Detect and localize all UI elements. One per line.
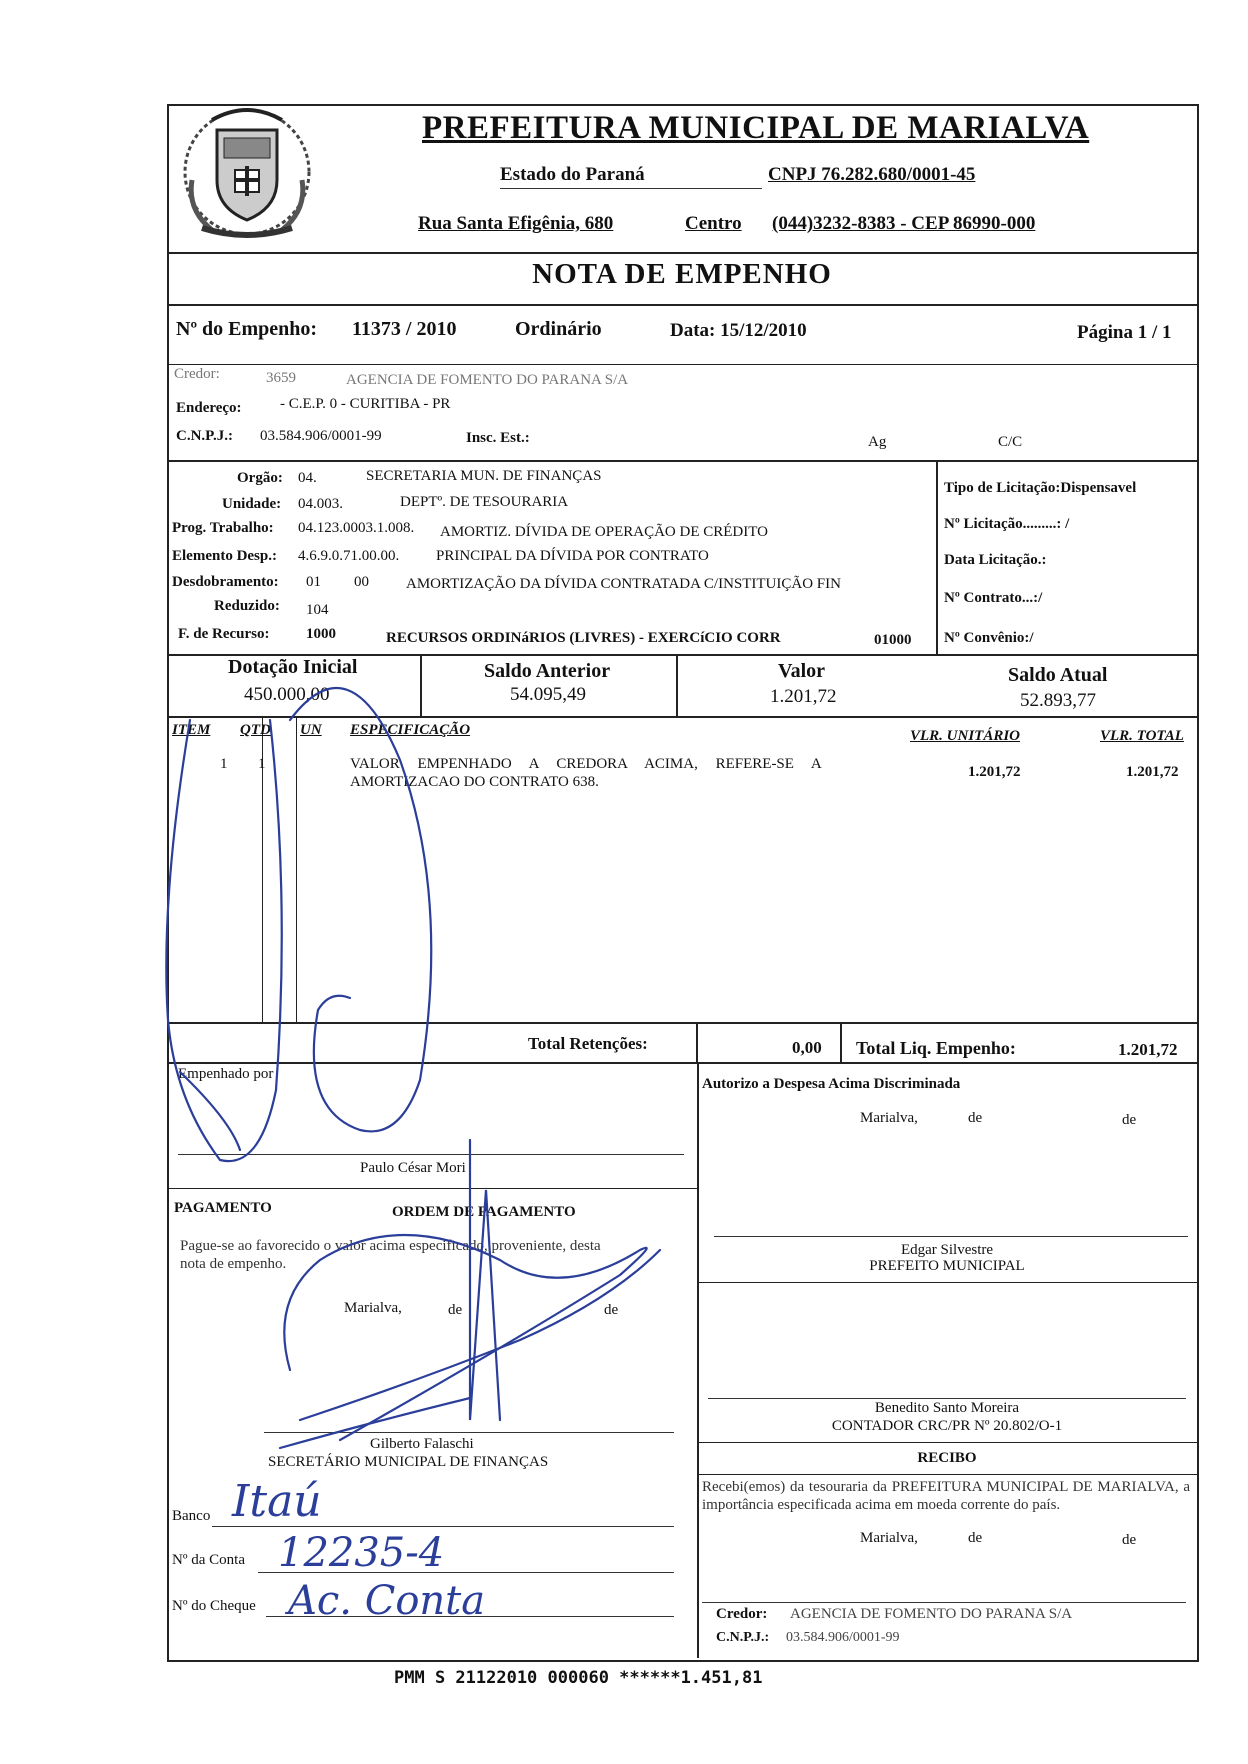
header-district: Centro xyxy=(685,213,742,234)
header-address: Rua Santa Efigênia, 680 xyxy=(418,213,614,234)
address-label: Endereço: xyxy=(176,400,242,416)
col-spec: ESPECIFICAÇÃO xyxy=(350,722,471,738)
pagamento-de2: de xyxy=(604,1302,619,1318)
conta-label: Nº da Conta xyxy=(172,1552,245,1568)
recibo-text: Recebi(emos) da tesouraria da PREFEITURA MUNICIPAL DE MARIALVA, a importância especificada acima em moeda corrente do país. xyxy=(702,1479,1190,1513)
recurso-code: 1000 xyxy=(306,626,336,642)
autorizo-de2: de xyxy=(1122,1112,1137,1128)
empenho-number: 11373 / 2010 xyxy=(352,318,457,340)
orgao-value: SECRETARIA MUN. DE FINANÇAS xyxy=(366,468,602,484)
secretario-name: Gilberto Falaschi xyxy=(370,1436,474,1452)
empenho-type: Ordinário xyxy=(515,318,602,340)
desd-code1: 01 xyxy=(306,574,321,590)
item-spec-line1: VALOR EMPENHADO A CREDORA ACIMA, REFERE-SE A xyxy=(350,756,822,772)
item-spec-line2: AMORTIZACAO DO CONTRATO 638. xyxy=(350,774,599,790)
empenhado-name: Paulo César Mori xyxy=(360,1160,466,1176)
pague-text-line1: Pague-se ao favorecido o valor acima especificado, proveniente, desta xyxy=(180,1238,601,1254)
valor-value: 1.201,72 xyxy=(770,686,837,707)
cc-label: C/C xyxy=(998,434,1023,450)
cheque-handwritten: Ac. Conta xyxy=(288,1578,486,1624)
recibo-de2: de xyxy=(1122,1532,1137,1548)
valor-label: Valor xyxy=(778,660,826,682)
liq-empenho-label: Total Liq. Empenho: xyxy=(856,1038,1016,1058)
header-title: PREFEITURA MUNICIPAL DE MARIALVA xyxy=(422,110,1090,146)
item-total-value: 1.201,72 xyxy=(1126,764,1179,780)
recurso-code2: 01000 xyxy=(874,632,912,648)
prog-code: 04.123.0003.1.008. xyxy=(298,520,415,536)
reduzido-value: 104 xyxy=(306,602,329,618)
recurso-value: RECURSOS ORDINáRIOS (LIVRES) - EXERCíCIO CORR xyxy=(386,630,781,646)
pague-text-line2: nota de empenho. xyxy=(180,1256,287,1272)
saldo-atual-label: Saldo Atual xyxy=(1008,664,1108,686)
credor-label: Credor: xyxy=(174,366,220,382)
prog-label: Prog. Trabalho: xyxy=(172,520,274,536)
col-unit: VLR. UNITÁRIO xyxy=(910,728,1021,744)
col-qtd: QTD xyxy=(240,722,271,738)
empenhado-por-label: Empenhado por xyxy=(178,1066,274,1082)
address-value: - C.E.P. 0 - CURITIBA - PR xyxy=(280,396,451,412)
retencoes-value: 0,00 xyxy=(792,1038,822,1057)
credor-cnpj: 03.584.906/0001-99 xyxy=(260,428,382,444)
recibo-cnpj: 03.584.906/0001-99 xyxy=(786,1630,900,1645)
pagamento-de1: de xyxy=(448,1302,463,1318)
recibo-title: RECIBO xyxy=(917,1450,977,1466)
col-total: VLR. TOTAL xyxy=(1100,728,1184,744)
banco-handwritten: Itaú xyxy=(232,1476,322,1527)
item-unit-value: 1.201,72 xyxy=(968,764,1021,780)
contador-title: CONTADOR CRC/PR Nº 20.802/O-1 xyxy=(831,1418,1063,1434)
liq-empenho-value: 1.201,72 xyxy=(1118,1040,1178,1059)
insc-label: Insc. Est.: xyxy=(466,430,530,446)
header-phone-cep: (044)3232-8383 - CEP 86990-000 xyxy=(772,213,1036,234)
autorizo-label: Autorizo a Despesa Acima Discriminada xyxy=(702,1076,961,1092)
desd-code2: 00 xyxy=(354,574,369,590)
recibo-de1: de xyxy=(968,1530,983,1546)
header-state: Estado do Paraná xyxy=(500,164,645,185)
credor-name: AGENCIA DE FOMENTO DO PARANA S/A xyxy=(346,372,629,388)
recibo-local: Marialva, xyxy=(860,1530,918,1546)
contador-name: Benedito Santo Moreira xyxy=(874,1400,1020,1416)
elem-label: Elemento Desp.: xyxy=(172,548,277,564)
elem-code: 4.6.9.0.71.00.00. xyxy=(298,548,400,564)
elem-value: PRINCIPAL DA DÍVIDA POR CONTRATO xyxy=(436,548,709,564)
reduzido-label: Reduzido: xyxy=(214,598,280,614)
licitacao-contrato: Nº Contrato...:/ xyxy=(944,590,1043,606)
recibo-credor-label: Credor: xyxy=(716,1606,768,1622)
unidade-value: DEPTº. DE TESOURARIA xyxy=(400,494,569,510)
dotacao-value: 450.000,00 xyxy=(244,684,330,705)
desd-label: Desdobramento: xyxy=(172,574,279,590)
saldo-anterior-label: Saldo Anterior xyxy=(484,660,611,682)
licitacao-data: Data Licitação.: xyxy=(944,552,1047,568)
orgao-code: 04. xyxy=(298,470,317,486)
saldo-anterior-value: 54.095,49 xyxy=(510,684,586,705)
banco-label: Banco xyxy=(172,1508,211,1524)
pagamento-local: Marialva, xyxy=(344,1300,402,1316)
pagamento-label: PAGAMENTO xyxy=(174,1200,272,1216)
item-qtd: 1 xyxy=(258,756,266,772)
prog-value: AMORTIZ. DÍVIDA DE OPERAÇÃO DE CRÉDITO xyxy=(440,524,768,540)
document-title: NOTA DE EMPENHO xyxy=(532,258,832,290)
cheque-label: Nº do Cheque xyxy=(172,1598,256,1614)
desd-value: AMORTIZAÇÃO DA DÍVIDA CONTRATADA C/INSTITUIÇÃO FIN xyxy=(406,576,841,592)
recibo-credor-name: AGENCIA DE FOMENTO DO PARANA S/A xyxy=(790,1606,1073,1622)
saldo-atual-value: 52.893,77 xyxy=(1020,690,1096,711)
conta-handwritten: 12235-4 xyxy=(278,1530,445,1576)
retencoes-label: Total Retenções: xyxy=(528,1034,648,1053)
autorizo-de1: de xyxy=(968,1110,983,1126)
ag-label: Ag xyxy=(868,434,887,450)
dotacao-label: Dotação Inicial xyxy=(228,656,358,678)
licitacao-tipo: Tipo de Licitação:Dispensavel xyxy=(944,480,1137,496)
unidade-label: Unidade: xyxy=(222,496,282,512)
secretario-title: SECRETÁRIO MUNICIPAL DE FINANÇAS xyxy=(268,1454,549,1470)
prefeito-name: Edgar Silvestre xyxy=(900,1242,994,1258)
empenho-label: Nº do Empenho: xyxy=(176,318,318,340)
empenho-page: Página 1 / 1 xyxy=(1077,322,1172,343)
credor-code: 3659 xyxy=(266,370,296,386)
item-number: 1 xyxy=(220,756,228,772)
unidade-code: 04.003. xyxy=(298,496,343,512)
orgao-label: Orgão: xyxy=(237,470,283,486)
col-un: UN xyxy=(300,722,322,738)
licitacao-convenio: Nº Convênio:/ xyxy=(944,630,1034,646)
footer-stamp: PMM S 21122010 000060 ******1.451,81 xyxy=(394,1668,763,1688)
recibo-cnpj-label: C.N.P.J.: xyxy=(716,1630,770,1645)
autorizo-local: Marialva, xyxy=(860,1110,918,1126)
empenho-date: Data: 15/12/2010 xyxy=(670,320,807,341)
col-item: ITEM xyxy=(172,722,211,738)
prefeito-title: PREFEITO MUNICIPAL xyxy=(869,1258,1025,1274)
credor-cnpj-label: C.N.P.J.: xyxy=(176,428,233,444)
licitacao-numero: Nº Licitação.........: / xyxy=(944,516,1070,532)
header-cnpj: CNPJ 76.282.680/0001-45 xyxy=(768,164,976,185)
ordem-pagamento-label: ORDEM DE PAGAMENTO xyxy=(392,1204,576,1220)
recurso-label: F. de Recurso: xyxy=(178,626,270,642)
